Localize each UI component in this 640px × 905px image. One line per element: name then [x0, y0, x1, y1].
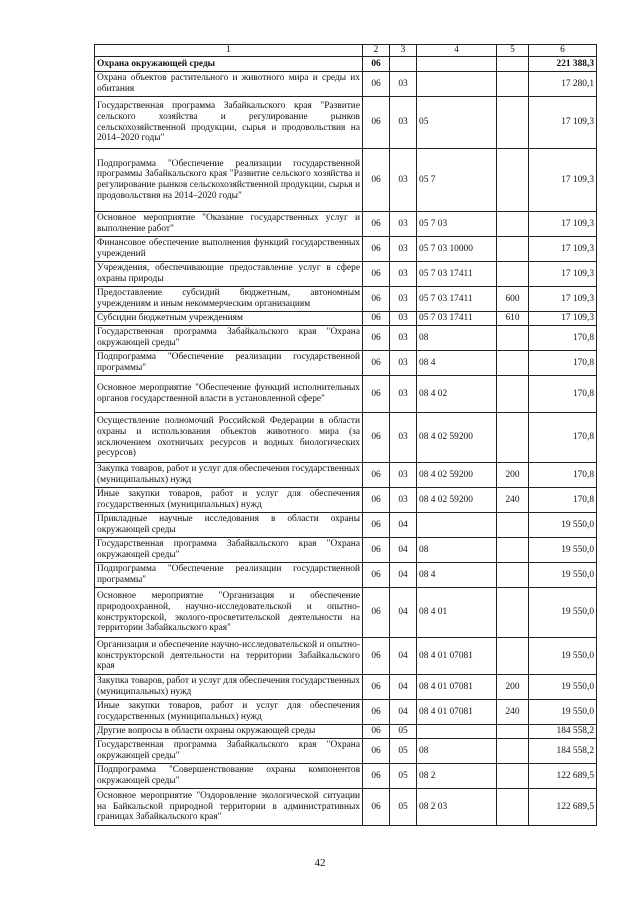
item-name-cell: Государственная программа Забайкальского края "Охрана окружающей среды" — [95, 326, 363, 351]
section-code-cell: 06 — [363, 700, 390, 725]
target-article-cell: 08 — [417, 739, 497, 764]
item-name-cell: Осуществление полномочий Российской Федерации в области охраны и использования объектов животного мира (за исключением охотничьих ресурсов и водных биологических ресурсов) — [95, 413, 363, 463]
amount-cell: 17 109,3 — [529, 262, 597, 287]
table-row — [95, 588, 597, 638]
table-row — [95, 488, 597, 513]
section-code-cell: 06 — [363, 376, 390, 413]
table-row — [95, 97, 597, 149]
target-article-cell: 05 7 03 — [417, 212, 497, 237]
item-name-cell: Иные закупки товаров, работ и услуг для обеспечения государственных (муниципальных) нужд — [95, 700, 363, 725]
section-code-cell: 06 — [363, 764, 390, 789]
table-row — [95, 287, 597, 312]
subsection-code-cell: 04 — [390, 675, 417, 700]
section-code-cell: 06 — [363, 739, 390, 764]
item-name-cell: Подпрограмма "Обеспечение реализации государственной программы Забайкальского края "Развитие сельского хозяйства и регулирование рынков сельскохозяйственной продукции, сырья и продовольствия на 2014–2020 годы" — [95, 149, 363, 212]
column-header: 3 — [390, 45, 417, 57]
target-article-cell: 08 2 03 — [417, 789, 497, 826]
section-code-cell: 06 — [363, 351, 390, 376]
amount-cell: 170,8 — [529, 488, 597, 513]
table-row — [95, 212, 597, 237]
target-article-cell: 08 4 02 59200 — [417, 488, 497, 513]
target-article-cell: 05 7 03 17411 — [417, 262, 497, 287]
target-article-cell — [417, 725, 497, 739]
table-row — [95, 72, 597, 97]
section-code-cell: 06 — [363, 287, 390, 312]
expense-type-cell — [497, 588, 529, 638]
column-header: 6 — [529, 45, 597, 57]
section-code-cell: 06 — [363, 488, 390, 513]
amount-cell: 170,8 — [529, 326, 597, 351]
expense-type-cell — [497, 351, 529, 376]
target-article-cell: 08 4 02 59200 — [417, 463, 497, 488]
section-code-cell: 06 — [363, 463, 390, 488]
amount-cell: 19 550,0 — [529, 638, 597, 675]
column-header: 2 — [363, 45, 390, 57]
expense-type-cell — [497, 212, 529, 237]
column-header: 4 — [417, 45, 497, 57]
item-name-cell: Основное мероприятие "Обеспечение функций исполнительных органов государственной власти в установленной сфере" — [95, 376, 363, 413]
expense-type-cell — [497, 563, 529, 588]
amount-cell: 19 550,0 — [529, 563, 597, 588]
table-row — [95, 764, 597, 789]
target-article-cell: 08 4 — [417, 351, 497, 376]
section-code-cell: 06 — [363, 513, 390, 538]
section-code-cell: 06 — [363, 57, 390, 72]
target-article-cell: 05 7 03 10000 — [417, 237, 497, 262]
subsection-code-cell: 05 — [390, 725, 417, 739]
item-name-cell: Закупка товаров, работ и услуг для обеспечения государственных (муниципальных) нужд — [95, 675, 363, 700]
expense-type-cell — [497, 326, 529, 351]
subsection-code-cell: 04 — [390, 563, 417, 588]
section-code-cell: 06 — [363, 149, 390, 212]
subsection-code-cell: 04 — [390, 700, 417, 725]
table-row — [95, 413, 597, 463]
expense-type-cell — [497, 262, 529, 287]
item-name-cell: Организация и обеспечение научно-исследовательской и опытно-конструкторской деятельности на территории Забайкальского края — [95, 638, 363, 675]
section-code-cell: 06 — [363, 725, 390, 739]
amount-cell: 122 689,5 — [529, 764, 597, 789]
target-article-cell: 08 4 01 — [417, 588, 497, 638]
item-name-cell: Финансовое обеспечение выполнения функций государственных учреждений — [95, 237, 363, 262]
expense-type-cell: 610 — [497, 312, 529, 326]
table-row — [95, 700, 597, 725]
expense-type-cell — [497, 237, 529, 262]
subsection-code-cell: 03 — [390, 326, 417, 351]
table-row — [95, 149, 597, 212]
expense-type-cell — [497, 413, 529, 463]
column-header: 1 — [95, 45, 363, 57]
section-code-cell: 06 — [363, 675, 390, 700]
target-article-cell: 08 4 01 07081 — [417, 638, 497, 675]
expense-type-cell — [497, 97, 529, 149]
table-row — [95, 789, 597, 826]
subsection-code-cell: 04 — [390, 638, 417, 675]
subsection-code-cell: 04 — [390, 538, 417, 563]
table-row — [95, 376, 597, 413]
column-header: 5 — [497, 45, 529, 57]
table-row — [95, 638, 597, 675]
section-code-cell: 06 — [363, 789, 390, 826]
table-row — [95, 326, 597, 351]
target-article-cell: 05 7 — [417, 149, 497, 212]
target-article-cell: 08 2 — [417, 764, 497, 789]
amount-cell: 17 109,3 — [529, 287, 597, 312]
subsection-code-cell: 05 — [390, 764, 417, 789]
table-row — [95, 237, 597, 262]
subsection-code-cell: 03 — [390, 463, 417, 488]
expense-type-cell: 600 — [497, 287, 529, 312]
item-name-cell: Основное мероприятие "Оздоровление экологической ситуации на Байкальской природной территории в административных границах Забайкальского края" — [95, 789, 363, 826]
table-row — [95, 463, 597, 488]
page-number: 42 — [314, 857, 326, 869]
subsection-code-cell: 03 — [390, 237, 417, 262]
amount-cell: 19 550,0 — [529, 675, 597, 700]
section-code-cell: 06 — [363, 563, 390, 588]
amount-cell: 17 109,3 — [529, 97, 597, 149]
amount-cell: 184 558,2 — [529, 739, 597, 764]
table-row — [95, 57, 597, 72]
amount-cell: 122 689,5 — [529, 789, 597, 826]
item-name-cell: Основное мероприятие "Организация и обеспечение природоохранной, научно-исследовательской и опытно-конструкторской, эколого-просветительской деятельности на территории Забайкальского края" — [95, 588, 363, 638]
subsection-code-cell: 03 — [390, 149, 417, 212]
target-article-cell: 05 7 03 17411 — [417, 312, 497, 326]
subsection-code-cell: 03 — [390, 212, 417, 237]
table-row — [95, 312, 597, 326]
expense-type-cell — [497, 376, 529, 413]
item-name-cell: Подпрограмма "Обеспечение реализации государственной программы" — [95, 563, 363, 588]
subsection-code-cell: 03 — [390, 97, 417, 149]
subsection-code-cell: 03 — [390, 351, 417, 376]
expense-type-cell — [497, 57, 529, 72]
subsection-code-cell: 05 — [390, 739, 417, 764]
table-row — [95, 739, 597, 764]
section-code-cell: 06 — [363, 262, 390, 287]
table-row — [95, 725, 597, 739]
item-name-cell: Учреждения, обеспечивающие предоставление услуг в сфере охраны природы — [95, 262, 363, 287]
subsection-code-cell: 03 — [390, 413, 417, 463]
item-name-cell: Предоставление субсидий бюджетным, автономным учреждениям и иным некоммерческим организациям — [95, 287, 363, 312]
section-code-cell: 06 — [363, 413, 390, 463]
item-name-cell: Основное мероприятие "Оказание государственных услуг и выполнение работ" — [95, 212, 363, 237]
target-article-cell — [417, 513, 497, 538]
table-header-row — [95, 45, 597, 57]
amount-cell: 17 109,3 — [529, 312, 597, 326]
item-name-cell: Подпрограмма "Обеспечение реализации государственной программы" — [95, 351, 363, 376]
target-article-cell: 08 4 01 07081 — [417, 675, 497, 700]
amount-cell: 184 558,2 — [529, 725, 597, 739]
subsection-code-cell: 05 — [390, 789, 417, 826]
section-code-cell: 06 — [363, 312, 390, 326]
item-name-cell: Закупка товаров, работ и услуг для обеспечения государственных (муниципальных) нужд — [95, 463, 363, 488]
target-article-cell: 08 4 — [417, 563, 497, 588]
expense-type-cell: 240 — [497, 700, 529, 725]
amount-cell: 17 280,1 — [529, 72, 597, 97]
item-name-cell: Государственная программа Забайкальского края "Охрана окружающей среды" — [95, 739, 363, 764]
target-article-cell: 08 4 02 59200 — [417, 413, 497, 463]
expense-type-cell — [497, 513, 529, 538]
amount-cell: 170,8 — [529, 351, 597, 376]
table-row — [95, 351, 597, 376]
target-article-cell: 05 7 03 17411 — [417, 287, 497, 312]
subsection-code-cell: 04 — [390, 513, 417, 538]
item-name-cell: Субсидии бюджетным учреждениям — [95, 312, 363, 326]
subsection-code-cell: 03 — [390, 287, 417, 312]
expense-type-cell — [497, 789, 529, 826]
amount-cell: 221 388,3 — [529, 57, 597, 72]
item-name-cell: Прикладные научные исследования в области охраны окружающей среды — [95, 513, 363, 538]
table-row — [95, 538, 597, 563]
table-row — [95, 675, 597, 700]
expense-type-cell: 200 — [497, 463, 529, 488]
section-code-cell: 06 — [363, 237, 390, 262]
target-article-cell — [417, 57, 497, 72]
expense-type-cell — [497, 725, 529, 739]
table-row — [95, 513, 597, 538]
subsection-code-cell: 03 — [390, 376, 417, 413]
target-article-cell: 05 — [417, 97, 497, 149]
target-article-cell: 08 — [417, 326, 497, 351]
target-article-cell: 08 4 02 — [417, 376, 497, 413]
section-code-cell: 06 — [363, 72, 390, 97]
amount-cell: 17 109,3 — [529, 149, 597, 212]
item-name-cell: Охрана объектов растительного и животного мира и среды их обитания — [95, 72, 363, 97]
subsection-code-cell: 03 — [390, 72, 417, 97]
subsection-code-cell: 03 — [390, 312, 417, 326]
subsection-code-cell: 03 — [390, 488, 417, 513]
section-code-cell: 06 — [363, 212, 390, 237]
item-name-cell: Государственная программа Забайкальского края "Развитие сельского хозяйства и регулирование рынков сельскохозяйственной продукции, сырья и продовольствия на 2014–2020 годы" — [95, 97, 363, 149]
item-name-cell: Иные закупки товаров, работ и услуг для обеспечения государственных (муниципальных) нужд — [95, 488, 363, 513]
expense-type-cell: 240 — [497, 488, 529, 513]
expense-type-cell — [497, 739, 529, 764]
section-code-cell: 06 — [363, 538, 390, 563]
expense-type-cell — [497, 638, 529, 675]
section-code-cell: 06 — [363, 588, 390, 638]
amount-cell: 19 550,0 — [529, 538, 597, 563]
amount-cell: 170,8 — [529, 413, 597, 463]
section-code-cell: 06 — [363, 97, 390, 149]
expense-type-cell — [497, 538, 529, 563]
section-code-cell: 06 — [363, 326, 390, 351]
budget-table — [94, 44, 597, 826]
subsection-code-cell: 03 — [390, 262, 417, 287]
amount-cell: 170,8 — [529, 376, 597, 413]
subsection-code-cell — [390, 57, 417, 72]
target-article-cell: 08 4 01 07081 — [417, 700, 497, 725]
amount-cell: 19 550,0 — [529, 700, 597, 725]
expense-type-cell — [497, 764, 529, 789]
item-name-cell: Другие вопросы в области охраны окружающей среды — [95, 725, 363, 739]
target-article-cell: 08 — [417, 538, 497, 563]
section-code-cell: 06 — [363, 638, 390, 675]
amount-cell: 19 550,0 — [529, 513, 597, 538]
amount-cell: 17 109,3 — [529, 237, 597, 262]
item-name-cell: Подпрограмма "Совершенствование охраны компонентов окружающей среды" — [95, 764, 363, 789]
expense-type-cell — [497, 149, 529, 212]
table-row — [95, 262, 597, 287]
amount-cell: 170,8 — [529, 463, 597, 488]
expense-type-cell: 200 — [497, 675, 529, 700]
amount-cell: 17 109,3 — [529, 212, 597, 237]
expense-type-cell — [497, 72, 529, 97]
subsection-code-cell: 04 — [390, 588, 417, 638]
item-name-cell: Государственная программа Забайкальского края "Охрана окружающей среды" — [95, 538, 363, 563]
table-row — [95, 563, 597, 588]
amount-cell: 19 550,0 — [529, 588, 597, 638]
item-name-cell: Охрана окружающей среды — [95, 57, 363, 72]
target-article-cell — [417, 72, 497, 97]
